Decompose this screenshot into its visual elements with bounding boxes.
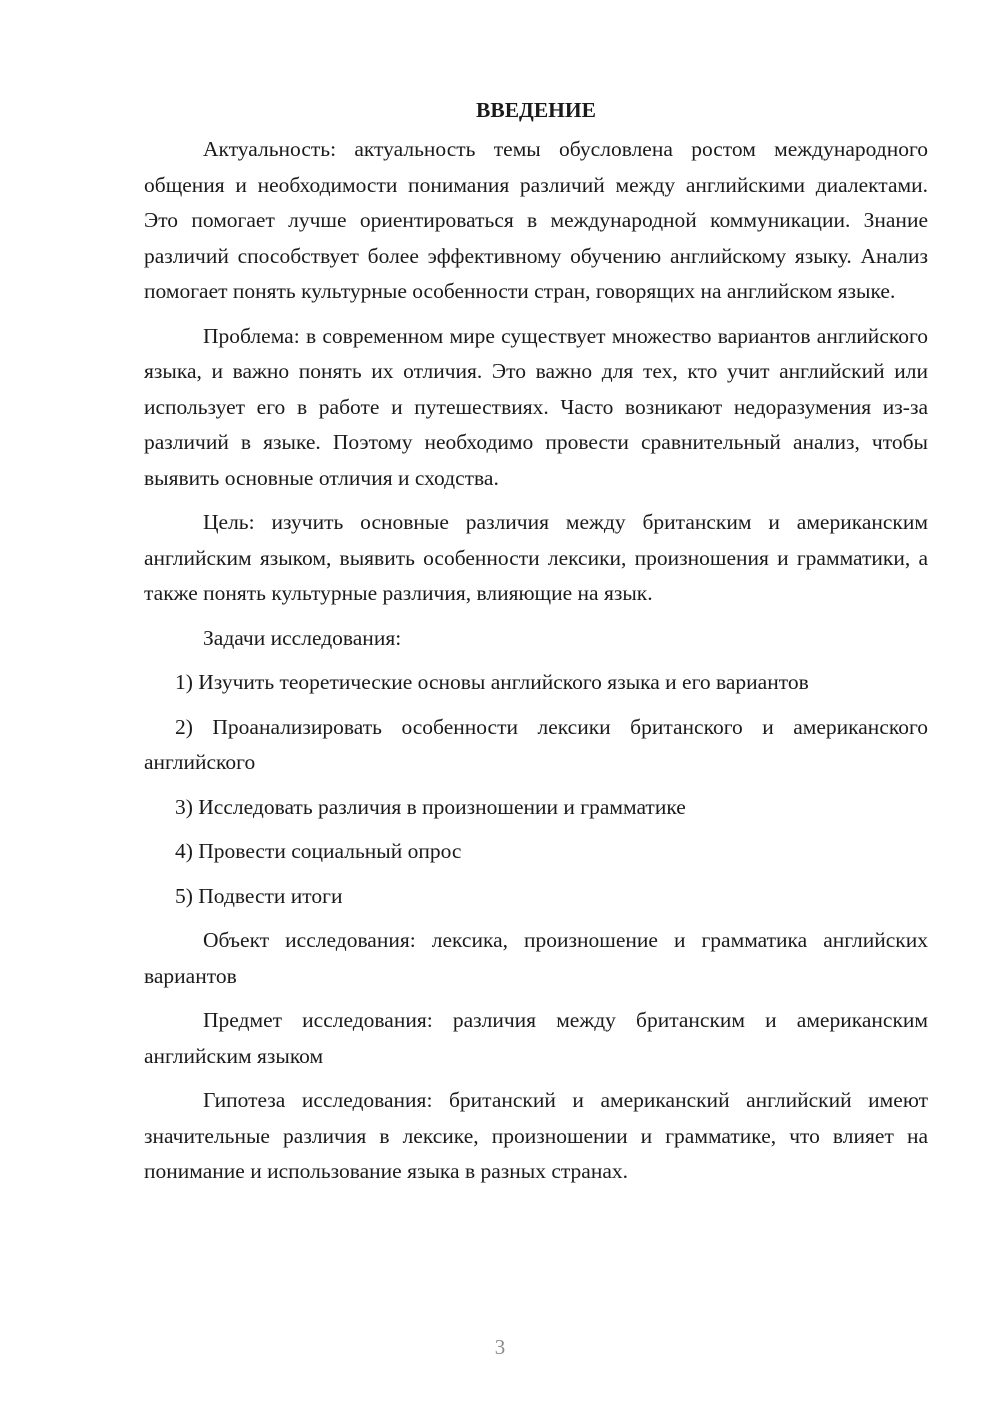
list-item: 5) Подвести итоги bbox=[175, 883, 343, 908]
paragraph-goal: Цель: изучить основные различия между британским и американским английским языком, выявить особенности лексики, произношения и грамматики, а также понять культурные различия, влияющие на язык. bbox=[144, 510, 928, 605]
paragraph-hypothesis: Гипотеза исследования: британский и американский английский имеют значительные различия в лексике, произношении и грамматике, что влияет на понимание и использование языка в разных странах. bbox=[144, 1088, 928, 1183]
page-title: ВВЕДЕНИЕ bbox=[476, 98, 596, 122]
page-number: 3 bbox=[494, 1335, 506, 1359]
tasks-list bbox=[144, 665, 928, 914]
paragraph-problem: Проблема: в современном мире существует множество вариантов английского языка, и важно понять их отличия. Это важно для тех, кто учит английский или использует его в работе и путешествиях. Часто возникают недоразумения из-за различий в языке. Поэтому необходимо провести сравнительный анализ, чтобы выявить основные отличия и сходства. bbox=[144, 323, 928, 490]
page-content bbox=[144, 92, 928, 1199]
paragraph-relevance: Актуальность: актуальность темы обусловлена ростом международного общения и необходимости понимания различий между английскими диалектами. Это помогает лучше ориентироваться в международной коммуникации. Знание различий способствует более эффективному обучению английскому языку. Анализ помогает понять культурные особенности стран, говорящих на английском языке. bbox=[144, 137, 928, 303]
list-item: 2) Проанализировать особенности лексики британского и американского английского bbox=[144, 714, 928, 774]
list-item: 3) Исследовать различия в произношении и грамматике bbox=[175, 794, 686, 819]
paragraph-object: Объект исследования: лексика, произношение и грамматика английских вариантов bbox=[144, 928, 928, 988]
list-item: 4) Провести социальный опрос bbox=[175, 839, 462, 863]
paragraph-subject: Предмет исследования: различия между британским и американским английским языком bbox=[144, 1008, 928, 1068]
list-item: 1) Изучить теоретические основы английского языка и его вариантов bbox=[175, 670, 809, 694]
tasks-heading: Задачи исследования: bbox=[203, 625, 402, 650]
